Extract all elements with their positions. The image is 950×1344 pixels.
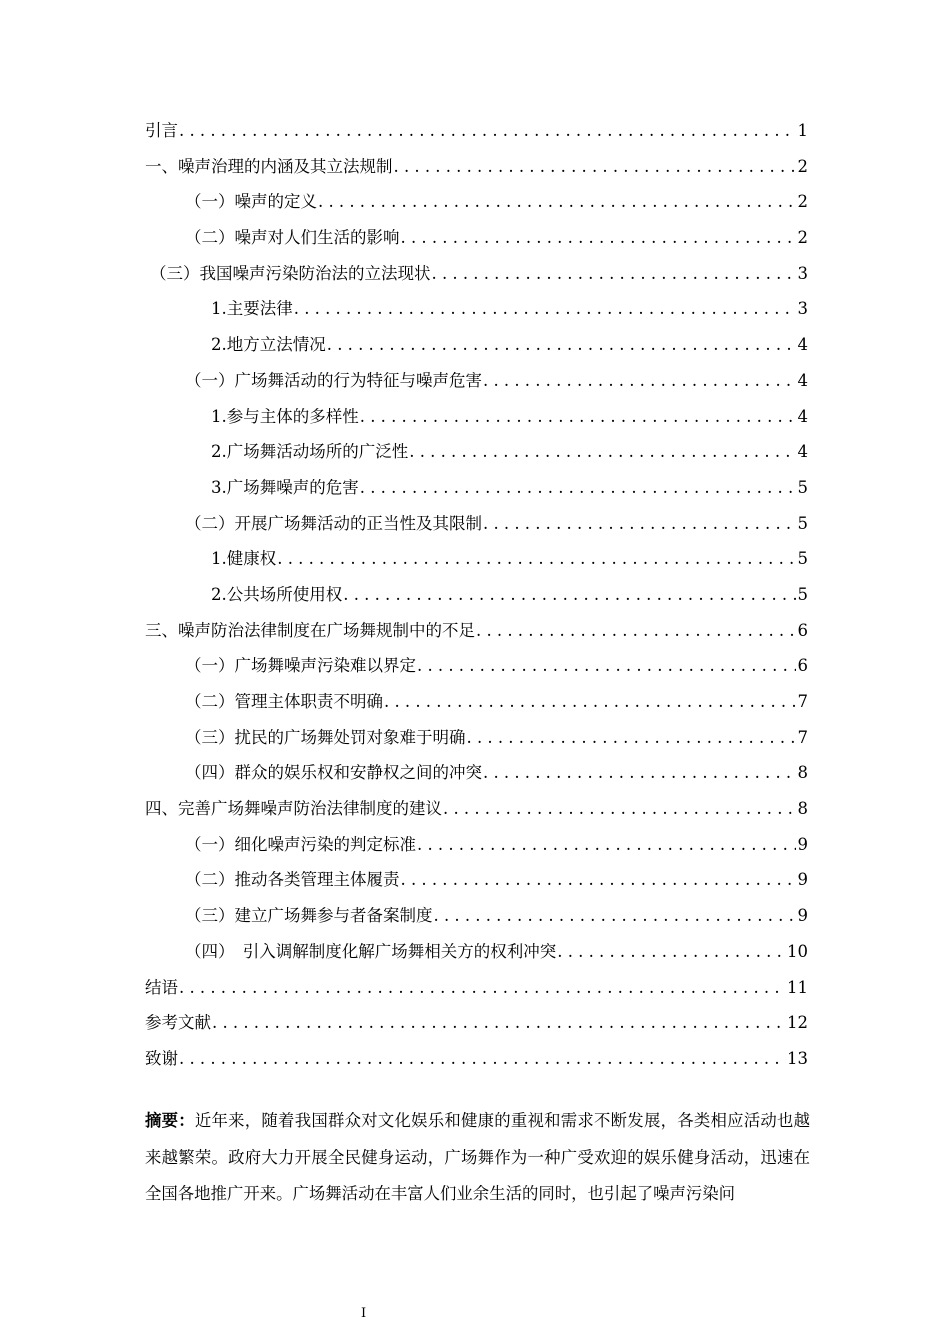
toc-entry-page-number: 7 <box>797 692 808 711</box>
toc-entry-title: 3.广场舞噪声的危害 <box>211 477 359 497</box>
toc-entry-title: （二）开展广场舞活动的正当性及其限制 <box>185 513 482 533</box>
toc-entry-page-number: 9 <box>797 834 808 854</box>
toc-entry-title: 一、噪声治理的内涵及其立法规制 <box>145 156 393 176</box>
toc-entry-page-number: 1 <box>797 121 808 140</box>
toc-entry-title: 四、完善广场舞噪声防治法律制度的建议 <box>145 799 442 819</box>
toc-entry[interactable] <box>145 149 808 185</box>
toc-entry-page-number: 7 <box>797 727 808 747</box>
toc-entry[interactable] <box>145 541 808 577</box>
toc-entry[interactable] <box>145 291 808 327</box>
toc-entry-page-number: 9 <box>797 906 808 926</box>
toc-entry-title: 引言 <box>145 121 178 140</box>
toc-dot-leader <box>277 541 795 577</box>
toc-entry-title: 2.广场舞活动场所的广泛性 <box>211 442 409 462</box>
toc-entry-title: （三）我国噪声污染防治法的立法现状 <box>150 263 431 283</box>
abstract-label: 摘要： <box>145 1111 195 1130</box>
toc-entry-page-number: 9 <box>797 870 808 890</box>
toc-entry-title: （二）推动各类管理主体履责 <box>185 870 400 890</box>
toc-dot-leader <box>483 755 796 791</box>
toc-entry-title: 1.健康权 <box>211 549 277 569</box>
toc-entry[interactable] <box>145 898 808 934</box>
toc-entry[interactable] <box>145 1041 808 1077</box>
toc-entry[interactable] <box>145 470 808 506</box>
toc-dot-leader <box>557 934 785 970</box>
toc-entry[interactable] <box>145 684 808 720</box>
toc-entry[interactable] <box>145 434 808 470</box>
toc-entry-title: （一）广场舞活动的行为特征与噪声危害 <box>185 370 482 390</box>
toc-dot-leader <box>179 1041 785 1077</box>
toc-dot-leader <box>212 1005 785 1041</box>
toc-dot-leader <box>467 720 796 756</box>
toc-entry[interactable] <box>145 184 808 220</box>
toc-dot-leader <box>401 862 796 898</box>
toc-entry[interactable] <box>145 577 808 613</box>
toc-entry-page-number: 2 <box>797 156 808 176</box>
toc-entry-page-number: 5 <box>797 477 808 497</box>
toc-entry-title: 致谢 <box>145 1048 178 1068</box>
toc-entry-page-number: 5 <box>797 513 808 533</box>
toc-dot-leader <box>434 898 796 934</box>
toc-entry-title: （二）管理主体职责不明确 <box>185 692 383 711</box>
toc-entry-title: 1.参与主体的多样性 <box>211 406 359 426</box>
toc-entry[interactable] <box>145 256 808 292</box>
toc-entry-page-number: 5 <box>797 549 808 569</box>
toc-entry-page-number: 4 <box>797 406 808 426</box>
toc-entry[interactable] <box>145 113 808 149</box>
toc-entry-title: 2.公共场所使用权 <box>211 584 343 604</box>
toc-dot-leader <box>417 648 796 684</box>
toc-entry[interactable] <box>145 970 808 1006</box>
toc-dot-leader <box>384 684 796 720</box>
toc-dot-leader <box>318 184 796 220</box>
toc-dot-leader <box>327 327 796 363</box>
toc-entry[interactable] <box>145 1005 808 1041</box>
toc-entry-page-number: 4 <box>797 370 808 390</box>
toc-entry-page-number: 11 <box>787 977 808 997</box>
toc-entry-page-number: 6 <box>797 620 808 640</box>
abstract-text: 近年来，随着我国群众对文化娱乐和健康的重视和需求不断发展，各类相应活动也越来越繁荣。政府大力开展全民健身运动，广场舞作为一种广受欢迎的娱乐健身活动，迅速在全国各地推广开来。广场舞活动在丰富人们业余生活的同时，也引起了噪声污染问 <box>145 1111 811 1203</box>
toc-dot-leader <box>432 256 796 292</box>
toc-entry-page-number: 2 <box>797 228 808 248</box>
toc-entry[interactable] <box>145 506 808 542</box>
toc-entry-title: 2.地方立法情况 <box>211 335 326 355</box>
toc-dot-leader <box>294 291 796 327</box>
toc-entry-page-number: 4 <box>797 335 808 355</box>
toc-entry[interactable] <box>145 934 808 970</box>
toc-entry-page-number: 12 <box>787 1013 808 1033</box>
toc-entry-title: 参考文献 <box>145 1013 211 1033</box>
toc-entry[interactable] <box>145 363 808 399</box>
toc-entry-page-number: 6 <box>797 656 808 676</box>
toc-entry[interactable] <box>145 327 808 363</box>
toc-dot-leader <box>443 791 796 827</box>
toc-entry-title: （一）广场舞噪声污染难以界定 <box>185 656 416 676</box>
toc-dot-leader <box>394 149 796 185</box>
toc-dot-leader <box>483 363 796 399</box>
table-of-contents <box>145 113 808 1077</box>
toc-entry-page-number: 3 <box>797 263 808 283</box>
toc-dot-leader <box>179 970 785 1006</box>
toc-entry[interactable] <box>145 791 808 827</box>
toc-entry-page-number: 5 <box>797 584 808 604</box>
toc-entry-title: （一）噪声的定义 <box>185 192 317 212</box>
toc-entry-title: （四）群众的娱乐权和安静权之间的冲突 <box>185 763 482 783</box>
toc-entry[interactable] <box>145 399 808 435</box>
toc-entry-title: 三、噪声防治法律制度在广场舞规制中的不足 <box>145 620 475 640</box>
toc-dot-leader <box>179 113 796 149</box>
toc-entry-title: 1.主要法律 <box>211 299 293 319</box>
toc-entry-page-number: 4 <box>797 442 808 462</box>
toc-entry-page-number: 8 <box>797 763 808 783</box>
toc-dot-leader <box>476 613 796 649</box>
toc-entry-page-number: 2 <box>797 192 808 212</box>
toc-entry-title: 结语 <box>145 977 178 997</box>
toc-entry-page-number: 10 <box>787 941 808 961</box>
toc-entry-title: （一）细化噪声污染的判定标准 <box>185 834 416 854</box>
toc-dot-leader <box>483 506 796 542</box>
toc-dot-leader <box>360 399 796 435</box>
toc-dot-leader <box>401 220 796 256</box>
toc-dot-leader <box>409 434 795 470</box>
toc-dot-leader <box>343 577 795 613</box>
page-number: I <box>361 1306 367 1321</box>
toc-entry[interactable] <box>145 648 808 684</box>
toc-entry-title: （三）建立广场舞参与者备案制度 <box>185 906 433 926</box>
toc-entry[interactable] <box>145 220 808 256</box>
toc-entry[interactable] <box>145 827 808 863</box>
toc-dot-leader <box>360 470 796 506</box>
toc-entry-title: （三）扰民的广场舞处罚对象难于明确 <box>185 727 466 747</box>
toc-entry[interactable] <box>145 720 808 756</box>
toc-entry-page-number: 3 <box>797 299 808 319</box>
toc-entry[interactable] <box>145 862 808 898</box>
toc-entry[interactable] <box>145 613 808 649</box>
toc-entry-title: （四） 引入调解制度化解广场舞相关方的权利冲突 <box>185 941 557 961</box>
abstract-paragraph <box>145 1103 810 1213</box>
toc-dot-leader <box>417 827 796 863</box>
toc-entry-title: （二）噪声对人们生活的影响 <box>185 228 400 248</box>
toc-entry-page-number: 13 <box>787 1048 808 1068</box>
toc-entry-page-number: 8 <box>797 799 808 819</box>
toc-entry[interactable] <box>145 755 808 791</box>
